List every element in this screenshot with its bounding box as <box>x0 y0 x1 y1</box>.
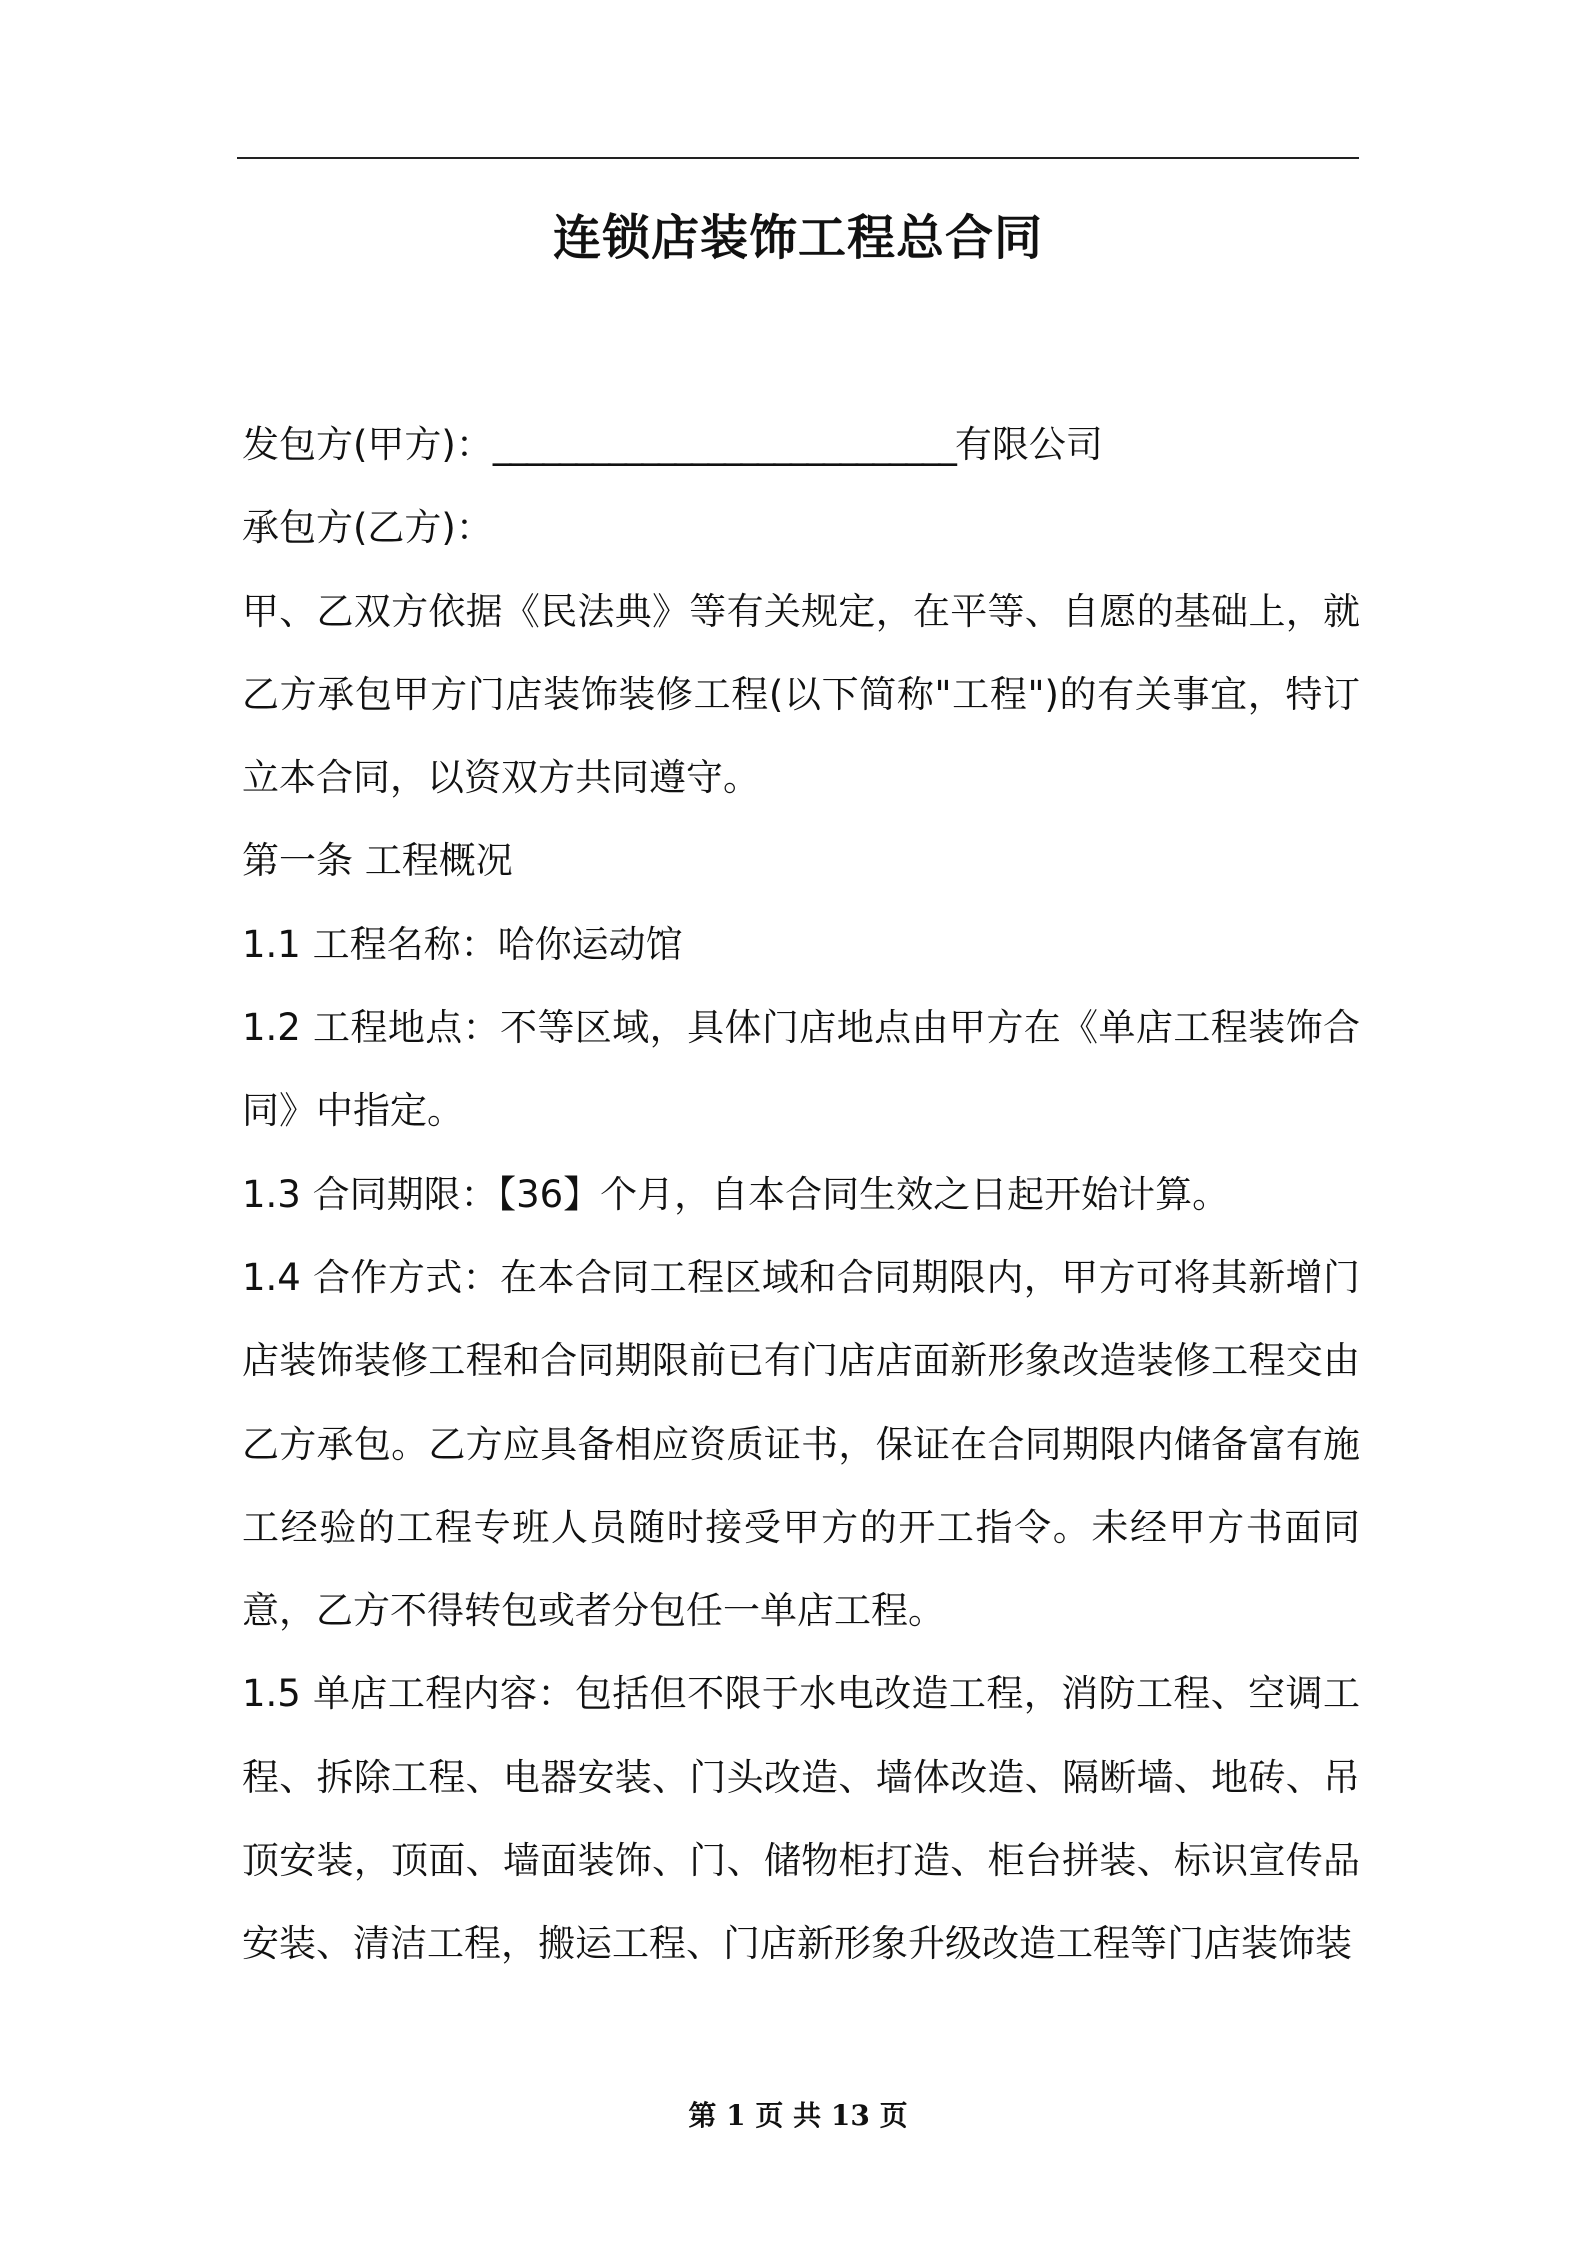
party-a-blank: ____________________________ <box>492 423 955 466</box>
clause-1-2: 1.2 工程地点：不等区域，具体门店地点由甲方在《单店工程装饰合同》中指定。 <box>242 1006 1360 1133</box>
article-1-heading: 第一条 工程概况 <box>242 839 513 883</box>
clause-1-4: 1.4 合作方式：在本合同工程区域和合同期限内，甲方可将其新增门店装饰装修工程和合同期限前已有门店店面新形象改造装修工程交由乙方承包。乙方应具备相应资质证书，保证在合同期限内储备富有施工经验的工程专班人员随时接受甲方的开工指令。未经甲方书面同意，乙方不得转包或者分包任一单店工程。 <box>242 1255 1360 1633</box>
page-number-footer: 第 1 页 共 13 页 <box>688 2099 908 2132</box>
document-body <box>242 403 1360 1986</box>
preamble-paragraph: 甲、乙双方依据《民法典》等有关规定，在平等、自愿的基础上，就乙方承包甲方门店装饰装修工程(以下简称"工程")的有关事宜，特订立本合同，以资双方共同遵守。 <box>242 589 1360 800</box>
party-a-line <box>242 403 1360 486</box>
party-a-label: 发包方(甲方)： <box>242 423 493 466</box>
party-a-suffix: 有限公司 <box>954 423 1103 466</box>
clause-1-5: 1.5 单店工程内容：包括但不限于水电改造工程，消防工程、空调工程、拆除工程、电器安装、门头改造、墙体改造、隔断墙、地砖、吊顶安装，顶面、墙面装饰、门、储物柜打造、柜台拼装、标识宣传品安装、清洁工程，搬运工程、门店新形象升级改造工程等门店装饰装 <box>242 1672 1360 1966</box>
clause-1-1: 1.1 工程名称：哈你运动馆 <box>242 922 683 966</box>
header-rule <box>237 157 1359 159</box>
clause-1-3: 1.3 合同期限：【36】个月，自本合同生效之日起开始计算。 <box>242 1172 1230 1216</box>
document-title: 连锁店装饰工程总合同 <box>552 210 1043 266</box>
party-b-line: 承包方(乙方)： <box>242 506 493 550</box>
